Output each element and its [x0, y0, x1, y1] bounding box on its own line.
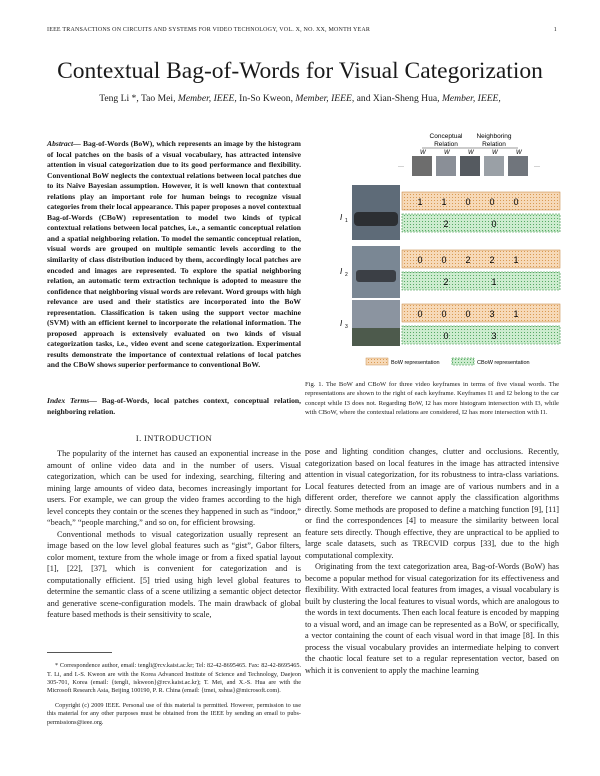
- bow-3-v2: 0: [441, 309, 447, 319]
- right-paragraph-1: pose and lighting condition changes, clutter and occlusions. Recently, categorization based on local features in the image has attracted intensive attention in visual categorization, for its robustness to intra-class variations. Local features detected from an image are of various numbers and in a different order, therefore we cannot apply the classification algorithms directly. Some methods are proposed to define a matching function [9], [11] or find the correspondences [4] to measure the similarity between local feature sets directly. Though effective, they are unpractical to be applied to large scale datasets, such as TRECVID corpus [33], due to the high computational complexity.: [305, 447, 559, 560]
- bow-3-v5: 1: [513, 309, 519, 319]
- bow-2-v2: 0: [441, 255, 447, 265]
- bow-3-v3: 0: [465, 309, 471, 319]
- word-label-3: W: [468, 150, 474, 156]
- visual-word-thumb-5: [508, 156, 528, 176]
- bow-3-v4: 3: [489, 309, 495, 319]
- bow-2-v5: 1: [513, 255, 519, 265]
- author-1-membership: Member, IEEE,: [177, 93, 237, 104]
- author-1: Teng Li *, Tao Mei,: [99, 93, 176, 104]
- car-shape-2: [356, 270, 396, 282]
- author-3-membership: Member, IEEE,: [441, 93, 501, 104]
- author-2: In-So Kweon,: [239, 93, 293, 104]
- section-heading-introduction: I. INTRODUCTION: [135, 434, 213, 443]
- bow-1-v3: 0: [465, 197, 471, 207]
- bow-1-v5: 0: [513, 197, 519, 207]
- cbow-2-v2: 1: [491, 277, 497, 287]
- bow-2-v4: 2: [489, 255, 495, 265]
- row-sub-1: 1: [345, 218, 348, 224]
- bow-vector-3: [402, 304, 560, 322]
- bow-vector-2: [402, 250, 560, 268]
- row-sub-2: 2: [345, 272, 348, 278]
- figure-1-caption: Fig. 1. The BoW and CBoW for three video keyframes in terms of five visual words. The representations are shown to the right of each keyframe. Keyframes I1 and I2 belong to the car concept while I3 does not. Regarding BoW, I2 has more histogram intersection with I3, while with CBoW, where the contextual relations are considered, I2 has more intersection with I1.: [305, 381, 559, 416]
- intro-paragraph-1: The popularity of the internet has caused an exponential increase in the amount of online video data and in the number of users. Visual categorization, which can be used for indexing, searching, filtering and mining large amounts of video data, becomes increasingly important for users. For example, we can group the video frames according to the high level concepts they contain or the scenes they happened in such as “indoor,” “beach,” “people marching,” and so on, for efficient browsing.: [47, 449, 301, 527]
- legend-swatch-cbow: [452, 358, 474, 365]
- introduction-left-column: [47, 448, 301, 621]
- keyframe-row-3: [340, 300, 560, 346]
- footnote-correspondence: * Correspondence author, email: tengli@rcv.kaist.ac.kr; Tel: 82-42-8695465. Fax: 82-42-8695465. T. Li, and I.-S. Kweon are with the Korea Advanced Institute of Science and Technology, Daejeon 305-701, Korea (email: {tengli, iskweon}@rcv.kaist.ac.kr); T. Mei, and X.-S. Hua are with the Microsoft Research Asia, Beijing 100190, P. R. China (email: {tmei, xshua}@microsoft.com).: [47, 662, 301, 695]
- visual-word-thumb-3: [460, 156, 480, 176]
- visual-word-thumb-2: [436, 156, 456, 176]
- visual-word-thumb-4: [484, 156, 504, 176]
- abstract-lead: Abstract: [47, 139, 74, 148]
- bow-vector-1: [402, 192, 560, 210]
- header-neighboring: Neighboring: [476, 133, 512, 140]
- abstract-text: — Bag-of-Words (BoW), which represents an image by the histogram of local patches on the basis of a visual vocabulary, has attracted intensive attention in visual categorization due to its good performance and flexibility. Conventional BoW neglects the contextual relations between local patches due to its Naive Bayesian assumption. However, it is well known that contextual relations play an important role for human beings to recognize visual categories from their local appearance. This paper proposes a novel contextual Bag-of-Words (CBoW) representation to model two kinds of typical contextual relations between local patches, i.e., a semantic conceptual relation and a spatial neighboring relation. To model the semantic conceptual relation, visual words are grouped on multiple semantic levels according to the similarity of class distribution induced by them, accordingly local patches are encoded and images are represented. To explore the spatial neighboring relation, an automatic term extraction technique is adopted to measure the confidence that neighboring visual words are relevant. Word groups with high relevance are used and their statistics are incorporated into the BoW representation. Classification is taken using the support vector machine (SVM) with an efficient kernel to incorporate the relational information. The proposed approach is extensively evaluated on two kinds of visual categorization tasks, i.e., video event and scene categorization. Experimental results demonstrate the importance of contextual relations of local patches and the CBoW shows superior performance to conventional BoW.: [47, 139, 301, 370]
- right-paragraph-2: Originating from the text categorization area, Bag-of-Words (BoW) has become a popular method for visual categorization for its effectiveness and flexibility. With extracted local features from images, a visual vocabulary is built by clustering the local features to visual words, which are analogous to the words in text documents. Then each local feature is encoded by mapping to a visual word, and an image can be represented as a BoW, or specifically, a vector containing the count of each visual word in that image [8]. In this process the visual vocabulary provides an intermediate helping to convert the chaotic local feature set to a regular representation vector, based on which it is convenient to apply the machine learning: [305, 562, 559, 675]
- cbow-vector-3: [402, 326, 560, 344]
- figure-legend: [366, 358, 530, 366]
- index-terms-lead: Index Terms: [47, 396, 90, 405]
- keyframe-row-2: [340, 246, 560, 298]
- author-2-membership: Member, IEEE,: [295, 93, 355, 104]
- introduction-right-column: [305, 446, 559, 676]
- cbow-2-v1: 2: [443, 277, 449, 287]
- footnote-divider: [47, 652, 112, 653]
- legend-label-bow: BoW representation: [391, 360, 440, 366]
- index-terms: [47, 396, 301, 417]
- cbow-3-v1: 0: [443, 331, 449, 341]
- visual-word-strip: [398, 148, 540, 176]
- cbow-1-v2: 0: [491, 219, 497, 229]
- page-number: 1: [553, 27, 557, 33]
- cbow-1-v1: 2: [443, 219, 449, 229]
- word-label-5: W: [516, 150, 522, 156]
- visual-word-thumb-1: [412, 156, 432, 176]
- row-sub-3: 3: [345, 324, 348, 330]
- car-shape-1: [354, 212, 398, 226]
- row-label-1: I: [340, 213, 343, 222]
- word-label-4: W: [492, 150, 498, 156]
- legend-label-cbow: CBoW representation: [477, 360, 530, 366]
- abstract: [47, 139, 301, 371]
- journal-name: IEEE TRANSACTIONS ON CIRCUITS AND SYSTEMS FOR VIDEO TECHNOLOGY, VOL. X, NO. XX, MONTH YEAR: [47, 27, 371, 33]
- paper-title: Contextual Bag-of-Words for Visual Categorization: [57, 58, 543, 84]
- legend-swatch-bow: [366, 358, 388, 365]
- figure-1: [340, 130, 570, 370]
- header-relation-2: Relation: [482, 141, 506, 148]
- running-header: [47, 27, 557, 37]
- cbow-vector-1: [402, 214, 560, 232]
- intro-paragraph-2: Conventional methods to visual categorization usually represent an image based on the low level global features such as “gist”, Gabor filters, color moment, texture from the whole image or from a fixed spatial layout [1], [22], [37], which is convenient for categorization and is computationally efficient. [5] tried using high level global features to determine the semantic class of a scene utilizing a semantic object detector and generative scene-configuration models. The main drawback of global feature based methods is their sensitivity to scale,: [47, 529, 301, 619]
- bow-1-v2: 1: [441, 197, 447, 207]
- dots-left: ···: [398, 164, 404, 170]
- ground-shape-3: [352, 328, 400, 346]
- header-conceptual: Conceptual: [429, 133, 463, 140]
- cbow-vector-2: [402, 272, 560, 290]
- bow-1-v1: 1: [417, 197, 423, 207]
- footnote-copyright: Copyright (c) 2009 IEEE. Personal use of this material is permitted. However, permission to use this material for any other purposes must be obtained from the IEEE by sending an email to pubs-permissions@ieee.org.: [47, 702, 301, 726]
- bow-3-v1: 0: [417, 309, 423, 319]
- dots-right: ···: [534, 164, 540, 170]
- bow-2-v3: 2: [465, 255, 471, 265]
- row-label-3: I: [340, 319, 343, 328]
- bow-2-v1: 0: [417, 255, 423, 265]
- author-3: and Xian-Sheng Hua,: [356, 93, 440, 104]
- header-relation-1: Relation: [434, 141, 458, 148]
- footnotes: [47, 656, 301, 733]
- word-label-2: W: [444, 150, 450, 156]
- author-line: [0, 93, 600, 104]
- row-label-2: I: [340, 267, 343, 276]
- keyframe-row-1: [340, 185, 560, 240]
- word-label-1: W: [420, 150, 426, 156]
- cbow-3-v2: 3: [491, 331, 497, 341]
- index-terms-text: — Bag-of-Words, local patches context, conceptual relation, neighboring relation.: [47, 396, 301, 416]
- bow-1-v4: 0: [489, 197, 495, 207]
